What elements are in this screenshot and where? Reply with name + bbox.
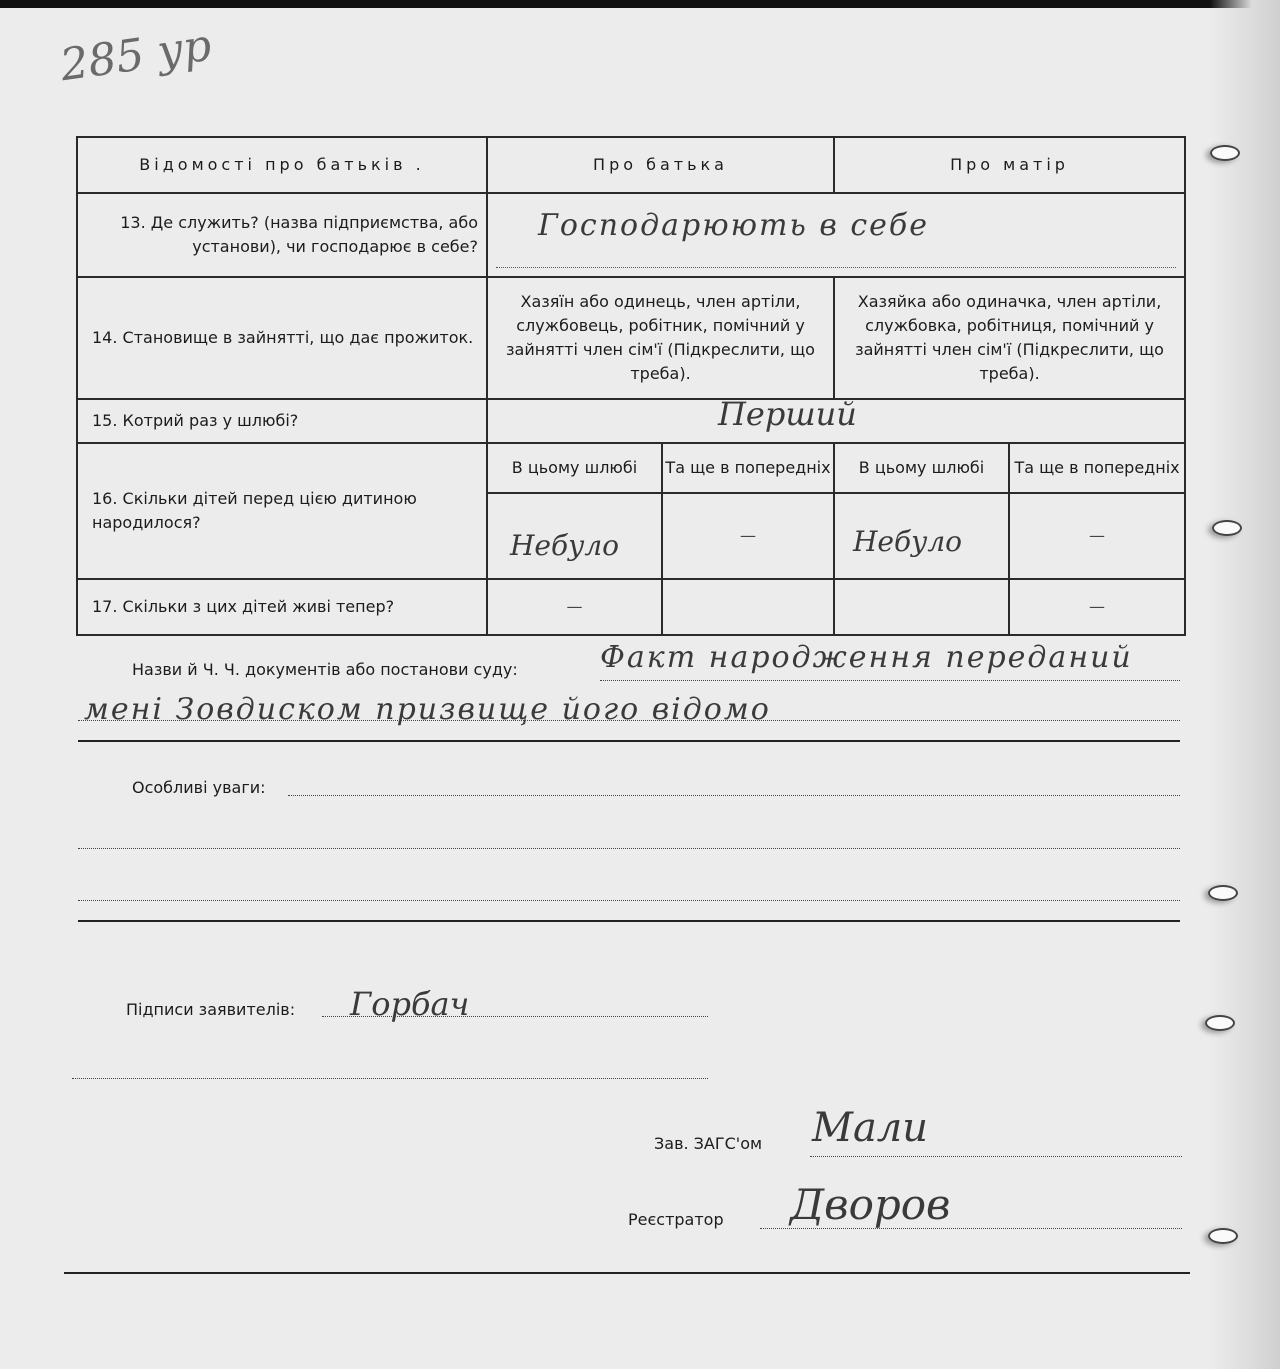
page-top-edge	[0, 0, 1280, 8]
answer-13-line	[496, 267, 1176, 268]
father-living-previous	[662, 579, 834, 635]
question-13: 13. Де служить? (назва підприємства, або установи), чи господарює в себе?	[77, 193, 487, 277]
mother-living-in-marriage	[834, 579, 1009, 635]
question-16: 16. Скільки дітей перед цією дитиною народилося?	[77, 443, 487, 579]
applicant-signature: Горбач	[350, 985, 470, 1023]
mother-children-in-marriage: Небуло	[853, 525, 963, 558]
documents-answer-line2: мені Зовдиском призвище його відомо	[84, 692, 771, 727]
answer-15-cell	[487, 395, 1185, 443]
documents-line-2	[78, 720, 1180, 721]
answer-13: Господарюють в себе	[538, 208, 929, 243]
punch-hole	[1208, 885, 1238, 901]
notes-rule	[78, 920, 1180, 922]
question-15: 15. Котрий раз у шлюбі?	[77, 399, 487, 443]
mother-status-options: Хазяйка або одиначка, член артіли, службовка, робітниця, помічний у зайнятті член сім'ї (Підкреслити, що треба).	[834, 277, 1185, 399]
answer-15: Перший	[718, 395, 857, 433]
page-number-handwritten: 285 ур	[57, 19, 215, 92]
mother-children-in-marriage-cell	[834, 493, 1009, 579]
punch-hole	[1205, 1015, 1235, 1031]
mother-sub-previous: Та ще в попередніх	[1009, 443, 1185, 493]
documents-rule	[78, 740, 1180, 742]
father-sub-previous: Та ще в попередніх	[662, 443, 834, 493]
registrar-signature-line	[760, 1228, 1182, 1229]
father-living-in-marriage: —	[487, 579, 662, 635]
special-notes-label: Особливі уваги:	[132, 778, 266, 797]
mother-sub-in-marriage: В цьому шлюбі	[834, 443, 1009, 493]
punch-hole	[1212, 520, 1242, 536]
head-of-registry-label: Зав. ЗАГС'ом	[654, 1134, 763, 1153]
question-14: 14. Становище в зайнятті, що дає прожиток.	[77, 277, 487, 399]
father-sub-in-marriage: В цьому шлюбі	[487, 443, 662, 493]
applicants-line-2	[72, 1078, 708, 1079]
header-parents-info: Відомості про батьків .	[77, 137, 487, 193]
father-children-in-marriage-cell	[487, 493, 662, 579]
head-of-registry-signature: Мали	[812, 1105, 929, 1151]
header-father: Про батька	[487, 137, 834, 193]
header-mother: Про матір	[834, 137, 1185, 193]
registrar-signature: Дворов	[790, 1180, 951, 1229]
question-17: 17. Скільки з цих дітей живі тепер?	[77, 579, 487, 635]
father-status-options: Хазяїн або одинець, член артіли, службовець, робітник, помічний у зайнятті член сім'ї (Підкреслити, що треба).	[487, 277, 834, 399]
applicants-line-1	[322, 1016, 708, 1017]
documents-label: Назви й Ч. Ч. документів або постанови суду:	[132, 660, 518, 679]
head-signature-line	[810, 1156, 1182, 1157]
punch-hole	[1208, 1228, 1238, 1244]
punch-hole	[1210, 145, 1240, 161]
father-children-previous: —	[662, 493, 834, 579]
notes-line-3	[78, 900, 1180, 901]
mother-children-previous: —	[1009, 493, 1185, 579]
bottom-rule	[64, 1272, 1190, 1274]
page-right-shadow	[1210, 0, 1280, 1369]
parents-info-table	[76, 136, 1186, 636]
father-children-in-marriage: Небуло	[510, 529, 620, 562]
documents-line-1	[600, 680, 1180, 681]
notes-line-1	[288, 795, 1180, 796]
mother-living-previous: —	[1009, 579, 1185, 635]
documents-answer-line1: Факт народження переданий	[600, 640, 1133, 675]
answer-13-cell	[487, 193, 1185, 277]
registrar-label: Реєстратор	[628, 1210, 724, 1229]
notes-line-2	[78, 848, 1180, 849]
applicants-signature-label: Підписи заявителів:	[126, 1000, 296, 1019]
